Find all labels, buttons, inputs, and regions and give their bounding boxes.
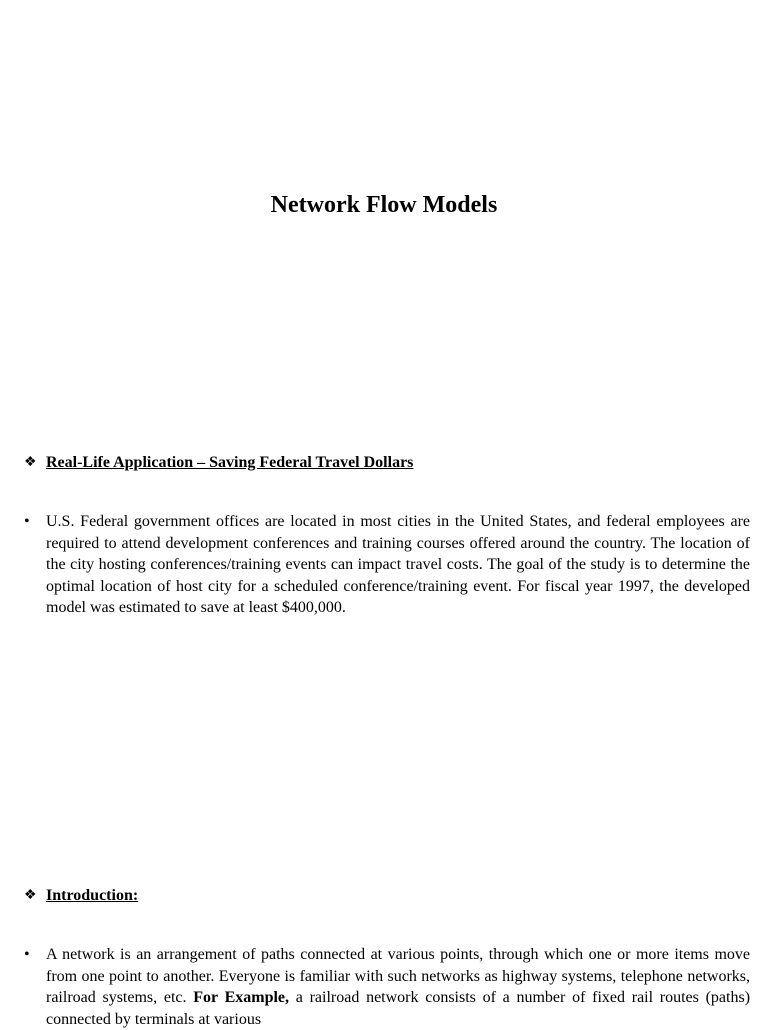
- bullet-dot-icon: •: [24, 513, 30, 530]
- section-heading-text: Introduction:: [46, 887, 139, 904]
- page-title: Network Flow Models: [270, 192, 498, 218]
- bullet-dot-icon: •: [24, 946, 30, 963]
- diamond-bullet-icon: ❖: [24, 888, 37, 903]
- paragraph-text: [46, 944, 750, 1030]
- diamond-bullet-icon: ❖: [24, 455, 37, 470]
- paragraph-text-part1: A network is an arrangement of paths connected at various points, through which one or more items move from one point to another. Everyone is familiar with such networks as highway systems, telephone networks, railroad systems, etc.: [46, 946, 750, 1006]
- paragraph-text: U.S. Federal government offices are located in most cities in the United States, and federal employees are required to attend development conferences and training courses offered around the country. The location of the city hosting conferences/training events can impact travel costs. The goal of the study is to determine the optimal location of host city for a scheduled conference/training event. For fiscal year 1997, the developed model was estimated to save at least $400,000.: [46, 513, 750, 616]
- section-heading-real-life-application: [24, 453, 413, 473]
- paragraph-text-part2: a railroad network consists of a number of fixed rail routes (paths) connected by terminals at various: [46, 989, 751, 1028]
- list-item: [24, 944, 750, 1030]
- paragraph-bold-text: For Example,: [193, 989, 290, 1006]
- section-heading-text: Real-Life Application – Saving Federal Travel Dollars: [46, 454, 414, 471]
- list-item: [24, 511, 750, 619]
- section-heading-introduction: [24, 886, 138, 906]
